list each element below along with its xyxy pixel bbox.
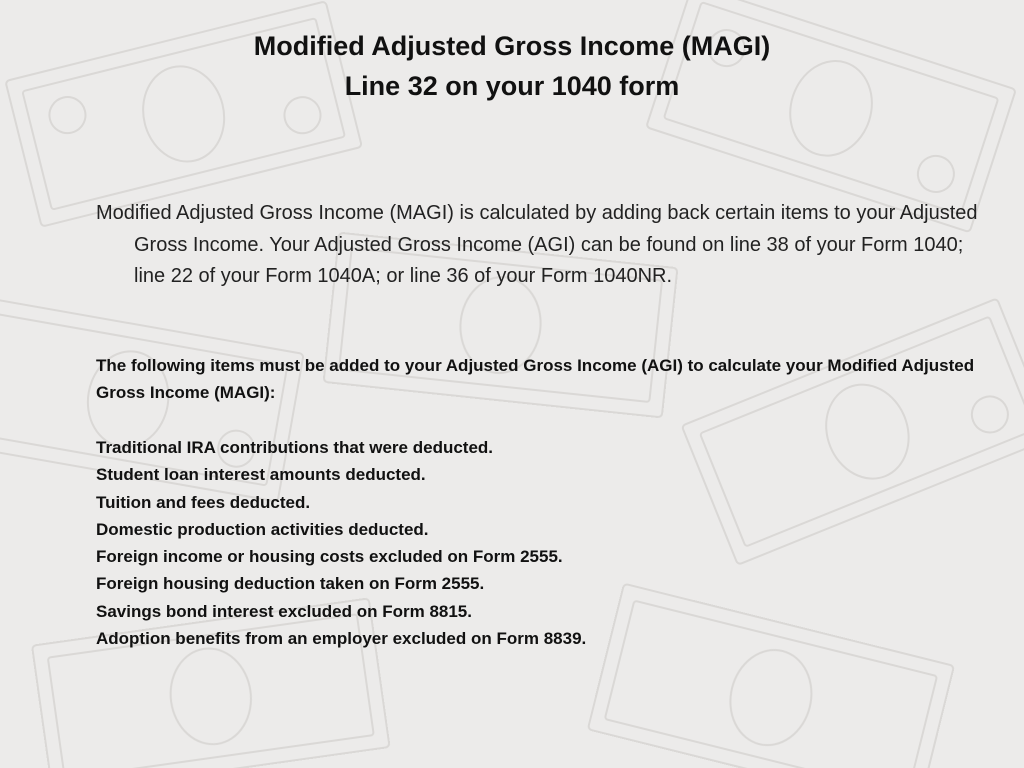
slide-title-line-2: Line 32 on your 1040 form — [344, 71, 680, 101]
slide-title-line-1: Modified Adjusted Gross Income (MAGI) — [253, 31, 771, 61]
slide-title — [0, 26, 1024, 106]
list-item: Adoption benefits from an employer excluded on Form 8839. — [96, 629, 587, 649]
list-item: Student loan interest amounts deducted. — [96, 465, 426, 485]
intro-paragraph: Modified Adjusted Gross Income (MAGI) is calculated by adding back certain items to your Adjusted Gross Income. Your Adjusted Gross Income (AGI) can be found on line 38 of your Form 1040; line 22 of your Form 1040A; or line 36 of your Form 1040NR. — [96, 202, 978, 287]
list-item: Domestic production activities deducted. — [96, 519, 429, 539]
magi-items-list — [96, 434, 976, 652]
list-item: Traditional IRA contributions that were deducted. — [96, 438, 494, 457]
list-item: Foreign income or housing costs excluded on Form 2555. — [96, 547, 563, 567]
list-item: Tuition and fees deducted. — [96, 492, 311, 512]
list-item: Savings bond interest excluded on Form 8815. — [96, 601, 472, 621]
lead-paragraph: The following items must be added to your Adjusted Gross Income (AGI) to calculate your Modified Adjusted Gross Income (MAGI): — [96, 356, 975, 402]
list-item: Foreign housing deduction taken on Form 2555. — [96, 574, 485, 594]
